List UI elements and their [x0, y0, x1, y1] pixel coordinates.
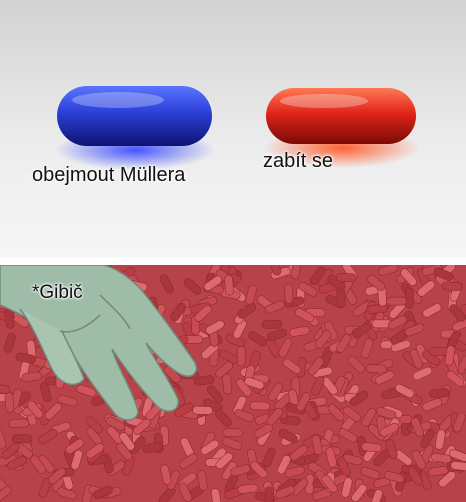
blue-pill-caption: obejmout Müllera	[32, 164, 186, 186]
blue-pill	[57, 86, 212, 146]
red-pill-caption: zabít se	[263, 150, 334, 172]
gibic-caption: *Gibič	[32, 282, 83, 303]
red-pill	[266, 88, 416, 144]
